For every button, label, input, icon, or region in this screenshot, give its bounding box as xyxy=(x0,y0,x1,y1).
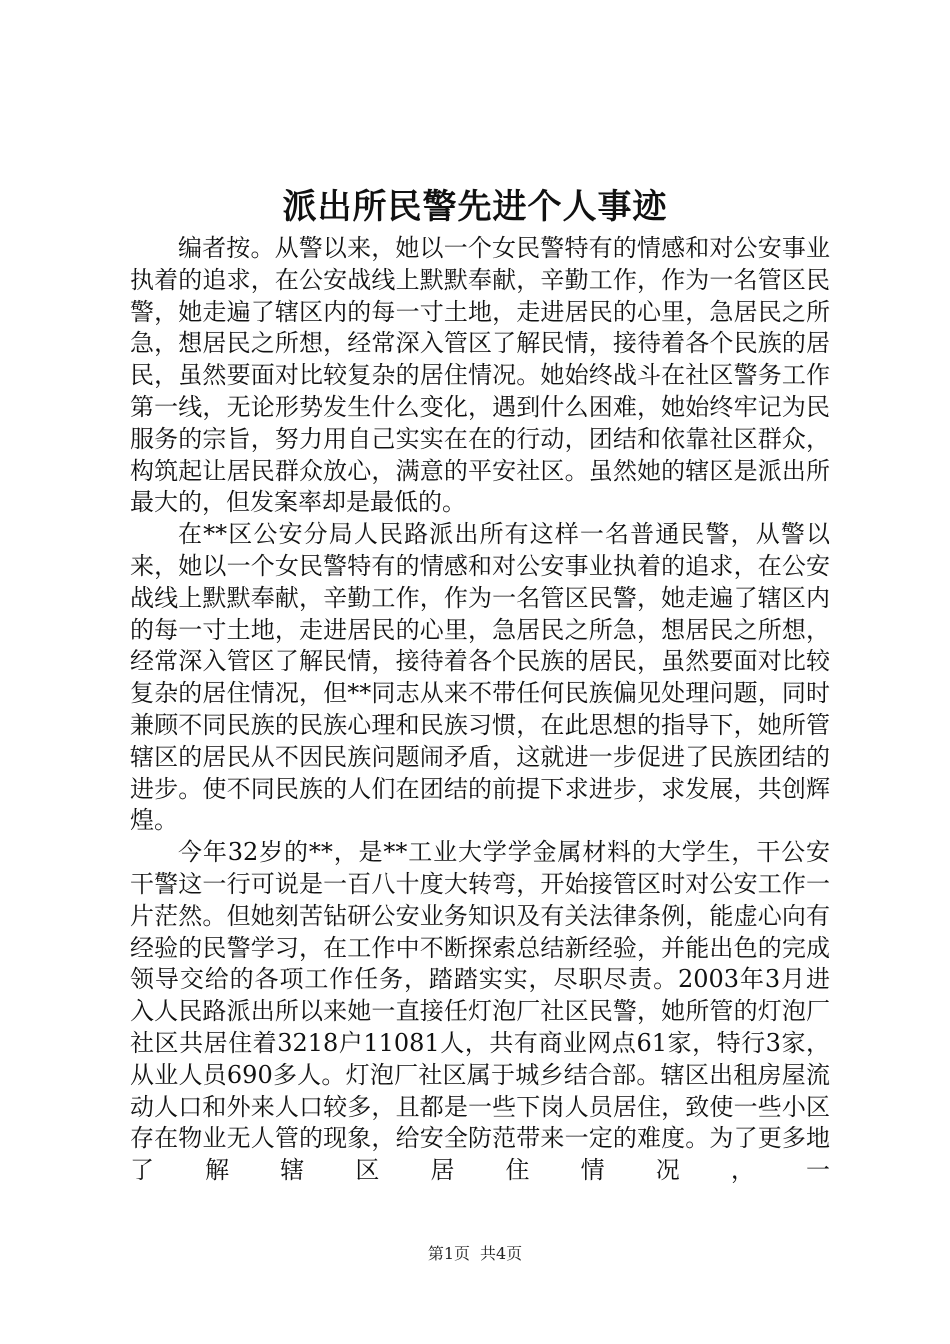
page-number: 第1页 xyxy=(427,1244,470,1263)
page-total: 共4页 xyxy=(480,1244,523,1263)
paragraph-editor-note: 编者按。从警以来，她以一个女民警特有的情感和对公安事业执着的追求，在公安战线上默默奉献，辛勤工作，作为一名管区民警，她走遍了辖区内的每一寸土地，走进居民的心里，急居民之所急，想居民之所想，经常深入管区了解民情，接待着各个民族的居民，虽然要面对比较复杂的居住情况。她始终战斗在社区警务工作第一线，无论形势发生什么变化，遇到什么困难，她始终牢记为民服务的宗旨，努力用自己实实在在的行动，团结和依靠社区群众，构筑起让居民群众放心，满意的平安社区。虽然她的辖区是派出所最大的，但发案率却是最低的。 xyxy=(130,234,830,517)
paragraph-introduction: 在**区公安分局人民路派出所有这样一名普通民警，从警以来，她以一个女民警特有的情感和对公安事业执着的追求，在公安战线上默默奉献，辛勤工作，作为一名管区民警，她走遍了辖区内的每一寸土地，走进居民的心里，急居民之所急，想居民之所想，经常深入管区了解民情，接待着各个民族的居民，虽然要面对比较复杂的居住情况，但**同志从来不带任何民族偏见处理问题，同时兼顾不同民族的民族心理和民族习惯，在此思想的指导下，她所管辖区的居民从不因民族问题闹矛盾，这就进一步促进了民族团结的进步。使不同民族的人们在团结的前提下求进步，求发展，共创辉煌。 xyxy=(130,520,830,835)
document-title: 派出所民警先进个人事迹 xyxy=(282,187,668,227)
page-footer xyxy=(0,1243,950,1265)
paragraph-background: 今年32岁的**，是**工业大学学金属材料的大学生，干公安干警这一行可说是一百八十度大转弯，开始接管区时对公安工作一片茫然。但她刻苦钻研公安业务知识及有关法律条例，能虚心向有经验的民警学习，在工作中不断探索总结新经验，并能出色的完成领导交给的各项工作任务，踏踏实实，尽职尽责。2003年3月进入人民路派出所以来她一直接任灯泡厂社区民警，她所管的灯泡厂社区共居住着3218户11081人，共有商业网点61家，特行3家，从业人员690多人。灯泡厂社区属于城乡结合部。辖区出租房屋流动人口和外来人口较多，且都是一些下岗人员居住，致使一些小区存在物业无人管的现象，给安全防范带来一定的难度。为了更多地了解辖区居住情况，一 xyxy=(130,838,830,1185)
document-body xyxy=(130,233,830,1187)
